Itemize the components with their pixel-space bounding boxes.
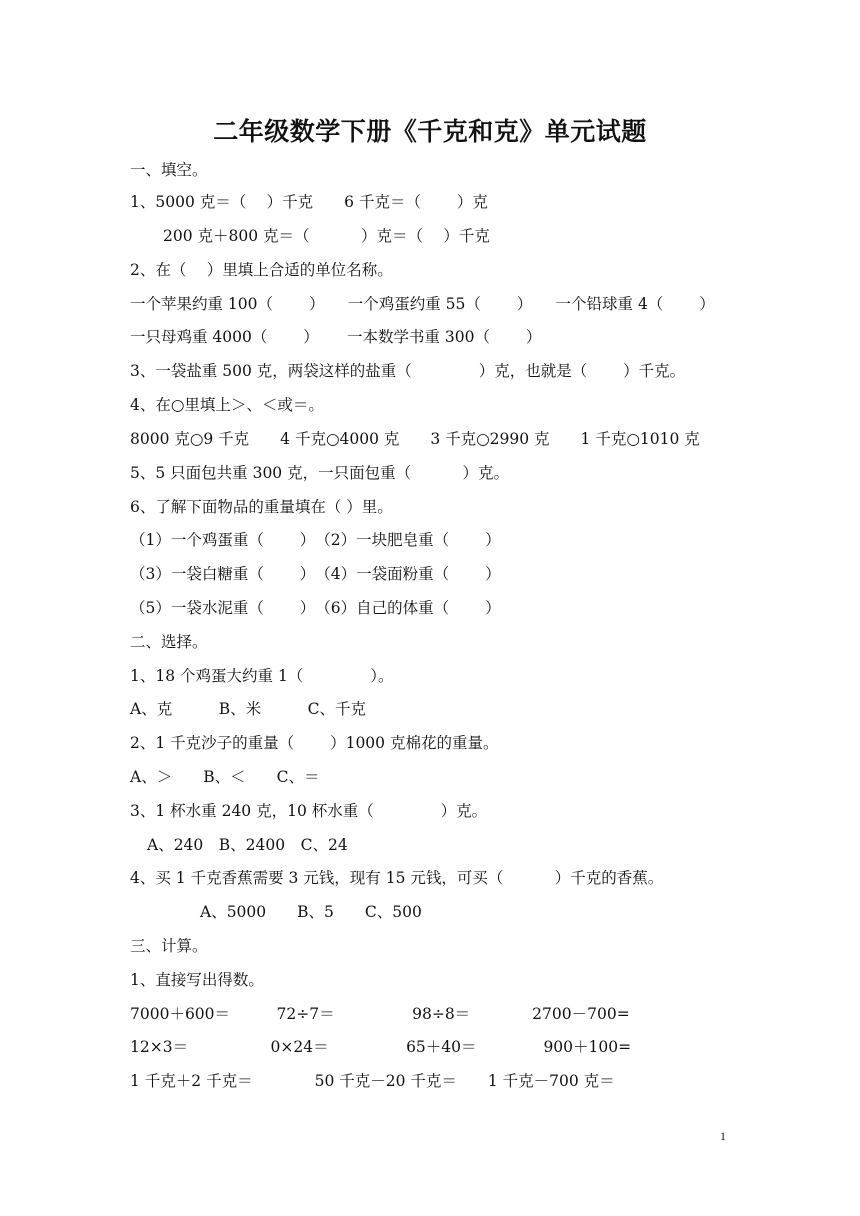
section-heading-choice: 二、选择。 — [130, 633, 208, 651]
calculation-row: 12×3＝ 0×24＝ 65＋40＝ 900＋100= — [130, 1038, 632, 1056]
question-line: 一只母鸡重 4000（ ） 一本数学书重 300（ ） — [130, 328, 542, 346]
calculation-row: 7000＋600＝ 72÷7＝ 98÷8＝ 2700－700= — [130, 1005, 630, 1023]
question-line: 2、1 千克沙子的重量（ ）1000 克棉花的重量。 — [130, 734, 499, 752]
answer-options: A、克 B、米 C、千克 — [130, 700, 366, 718]
calculation-row: 1 千克＋2 千克＝ 50 千克－20 千克＝ 1 千克－700 克＝ — [130, 1072, 615, 1090]
section-heading-calculation: 三、计算。 — [130, 937, 208, 955]
question-line: 一个苹果约重 100（ ） 一个鸡蛋约重 55（ ） 一个铅球重 4（ ） — [130, 295, 715, 313]
question-line: 1、5000 克＝（ ）千克 6 千克＝（ ）克 — [130, 193, 488, 211]
question-line: 4、在○里填上＞、＜或＝。 — [130, 396, 324, 414]
question-line: 5、5 只面包共重 300 克，一只面包重（ ）克。 — [130, 464, 510, 482]
question-line: （5）一袋水泥重（ ） （6）自己的体重（ ） — [130, 599, 501, 617]
question-line: 2、在（ ）里填上合适的单位名称。 — [130, 261, 393, 279]
question-line: 6、了解下面物品的重量填在（ ）里。 — [130, 498, 393, 516]
question-line: （3）一袋白糖重（ ） （4）一袋面粉重（ ） — [130, 565, 501, 583]
answer-options: A、240 B、2400 C、24 — [147, 836, 348, 854]
page-number: 1 — [720, 1129, 726, 1143]
question-line: 4、买 1 千克香蕉需要 3 元钱，现有 15 元钱，可买（ ）千克的香蕉。 — [130, 869, 664, 887]
question-line: （1）一个鸡蛋重（ ） （2）一块肥皂重（ ） — [130, 531, 501, 549]
question-line: 3、1 杯水重 240 克，10 杯水重（ ）克。 — [130, 802, 488, 820]
answer-options: A、5000 B、5 C、500 — [200, 903, 422, 921]
section-heading-fill-blank: 一、填空。 — [130, 161, 208, 179]
page-title: 二年级数学下册《千克和克》单元试题 — [213, 117, 647, 146]
question-line: 1、直接写出得数。 — [130, 971, 264, 989]
question-line: 200 克＋800 克＝（ ）克＝（ ）千克 — [163, 227, 490, 245]
question-line: 8000 克○9 千克 4 千克○4000 克 3 千克○2990 克 1 千克○1010 克 — [130, 430, 700, 448]
answer-options: A、＞ B、＜ C、＝ — [130, 768, 320, 786]
question-line: 3、一袋盐重 500 克，两袋这样的盐重（ ）克，也就是（ ）千克。 — [130, 362, 686, 380]
question-line: 1、18 个鸡蛋大约重 1（ ）。 — [130, 667, 394, 685]
